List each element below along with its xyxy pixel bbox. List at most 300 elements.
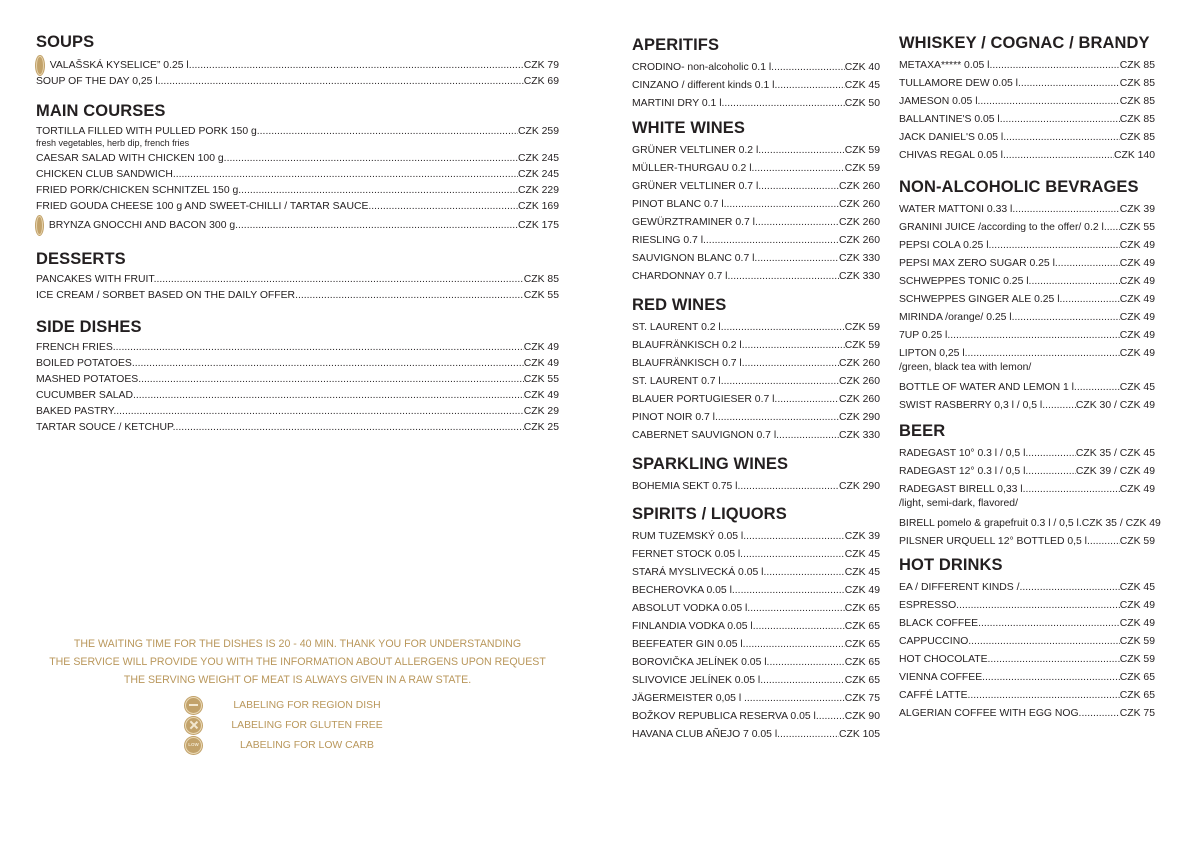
section-title: HOT DRINKS [899,556,1003,574]
menu-item [632,388,880,406]
item-price: CZK 50 [844,98,880,109]
item-name: 7UP 0.25 l. [899,330,951,341]
item-price: CZK 175 [517,220,559,231]
menu-item [899,376,1155,394]
dot-leader [227,152,518,165]
legend-label: LABELING FOR REGION DISH [233,699,381,711]
menu-item [899,252,1155,270]
item-name: BEEFEATER GIN 0.05 l. [632,639,746,650]
item-price: CZK 49 [1119,348,1155,359]
item-price: CZK 260 [838,358,880,369]
item-price: CZK 49 [523,342,559,353]
dot-leader [740,480,839,493]
section-title: WHITE WINES [632,119,745,137]
item-name: BALLANTINE'S 0.05 l. [899,114,1003,125]
item-name: HOT CHOCOLATE. [899,654,991,665]
menu-item [36,270,559,286]
menu-item [632,543,880,561]
dot-leader [757,252,839,265]
item-price: CZK 59 [1119,536,1155,547]
menu-item [36,286,559,302]
item-price: CZK 69 [523,76,559,87]
item-name: BRYNZA GNOCCHI AND BACON 300 g. [48,220,239,231]
item-price: CZK 85 [1119,96,1155,107]
item-name: BECHEROVKA 0.05 l. [632,585,735,596]
menu-item [632,705,880,723]
dot-leader [777,79,844,92]
menu-item [632,265,880,283]
dot-leader [192,59,524,72]
item-name: BAKED PASTRY. [36,406,117,417]
item-name: ICE CREAM / SORBET BASED ON THE DAILY OFFER [36,290,296,301]
item-price: CZK 35 / CZK 49 [1081,518,1161,529]
menu-item [899,306,1155,324]
item-name: CAPPUCCINO. [899,636,972,647]
menu-item [899,198,1155,216]
item-name: BOILED POTATOES. [36,358,135,369]
item-name: CABERNET SAUVIGNON 0.7 l. [632,430,780,441]
footer-note: THE SERVING WEIGHT OF MEAT IS ALWAYS GIVEN IN A RAW STATE. [123,674,472,686]
dot-leader [135,357,524,370]
menu-item [632,175,880,193]
item-price: CZK 65 [844,621,880,632]
dot-leader [991,239,1119,252]
menu-item [632,92,880,110]
item-price: CZK 49 [1119,294,1155,305]
dot-leader [1062,293,1119,306]
dot-leader [176,421,524,434]
dot-leader [1015,203,1120,216]
menu-item [632,475,880,493]
menu-item [632,247,880,265]
legend [184,695,444,755]
item-name: FRENCH FRIES. [36,342,116,353]
menu-item [899,288,1155,306]
menu-item [899,324,1155,342]
item-price: CZK 65 [844,657,880,668]
dot-leader [735,584,845,597]
menu-item [899,90,1155,108]
item-name: CAFFÉ LATTE. [899,690,971,701]
section-whiskey-cognac-brandy [899,32,1155,162]
region-dish-icon [36,216,43,235]
item-price: CZK 55 [523,374,559,385]
item-name: PILSNER URQUELL 12° BOTTLED 0,5 l. [899,536,1090,547]
item-name: SAUVIGNON BLANC 0.7 l. [632,253,758,264]
dot-leader [136,389,524,402]
section-title: MAIN COURSES [36,102,166,120]
dot-leader [724,97,844,110]
item-name: ST. LAURENT 0.7 l. [632,376,724,387]
item-price: CZK 90 [844,711,880,722]
item-name: JÄGERMEISTER 0,05 l . [632,693,747,704]
dot-leader [1025,483,1119,496]
menu-item [36,53,559,72]
item-note: /green, black tea with lemon/ [899,362,1032,373]
dot-leader [774,61,845,74]
item-name: ABSOLUT VODKA 0.05 l. [632,603,751,614]
item-price: CZK 49 [1119,258,1155,269]
dot-leader [971,635,1120,648]
item-name: VALAŠSKÁ KYSELICE” 0.25 l. [49,60,192,71]
item-name: WATER MATTONI 0.33 l. [899,204,1016,215]
item-name: BLACK COFFEE. [899,618,981,629]
item-price: CZK 40 [844,62,880,73]
item-name: FRIED GOUDA CHEESE 100 g AND SWEET-CHILLI / TARTAR SAUCE. [36,201,372,212]
item-price: CZK 330 [838,271,880,282]
section-title: DESSERTS [36,250,126,268]
item-price: CZK 245 [517,153,559,164]
dot-leader [777,393,839,406]
item-price: CZK 59 [1119,636,1155,647]
item-price: CZK 49 [1119,312,1155,323]
item-name: ESPRESSO. [899,600,960,611]
item-price: CZK 49 [844,585,880,596]
menu-item [632,597,880,615]
menu-item [899,54,1155,72]
item-name: GRANINI JUICE /according to the offer/ 0.2 l. [899,222,1107,233]
item-price: CZK 330 [838,253,880,264]
item-price: CZK 85 [1119,78,1155,89]
menu-item [632,139,880,157]
menu-item [899,126,1155,144]
dot-leader [1077,381,1120,394]
item-price: CZK 75 [844,693,880,704]
legend-item [184,735,444,755]
menu-item [632,424,880,442]
menu-item [632,74,880,92]
item-price: CZK 79 [523,60,559,71]
item-name: FINLANDIA VODKA 0.05 l. [632,621,756,632]
item-price: CZK 25 [523,422,559,433]
item-name: STARÁ MYSLIVECKÁ 0.05 l. [632,567,767,578]
dot-leader [754,162,844,175]
gluten-free-icon [185,717,202,734]
dot-leader [1028,447,1076,460]
menu-item [632,525,880,543]
item-price: CZK 85 [523,274,559,285]
item-name: PEPSI COLA 0.25 l. [899,240,992,251]
section-title: APERITIFS [632,36,720,54]
legend-item [184,715,444,735]
item-name: EA / DIFFERENT KINDS /. [899,582,1023,593]
section-red-wines [632,294,880,442]
item-name: MASHED POTATOES. [36,374,142,385]
menu-item [36,149,559,165]
item-name: JACK DANIEL'S 0.05 l. [899,132,1007,143]
item-name: GRÜNER VELTLINER 0.2 l. [632,145,762,156]
item-name: MARTINI DRY 0.1 l. [632,98,725,109]
item-name: CHICKEN CLUB SANDWICH. [36,169,176,180]
dot-leader [959,599,1120,612]
item-price: CZK 55 [1119,222,1155,233]
menu-item [632,56,880,74]
menu-item [36,181,559,197]
item-name: BOŽKOV REPUBLICA RESERVA 0.05 l. [632,711,819,722]
dot-leader [156,273,523,286]
menu-item [899,442,1155,460]
item-price: CZK 260 [838,217,880,228]
menu-item [899,270,1155,288]
menu-item [632,633,880,651]
menu-item [632,687,880,705]
menu-item [632,561,880,579]
menu-item [899,216,1155,234]
menu-item [632,211,880,229]
menu-item [36,197,559,213]
menu-item [899,144,1155,162]
item-price: CZK 59 [844,163,880,174]
menu-item [632,229,880,247]
item-name: CHARDONNAY 0.7 l. [632,271,731,282]
dot-leader [176,168,518,181]
menu-item [36,418,559,434]
item-price: CZK 75 [1119,708,1155,719]
item-price: CZK 45 [1119,582,1155,593]
item-price: CZK 260 [838,235,880,246]
section-title: RED WINES [632,296,727,314]
item-price: CZK 330 [838,430,880,441]
menu-item [899,478,1155,512]
footer-note: THE WAITING TIME FOR THE DISHES IS 20 - 40 MIN. THANK YOU FOR UNDERSTANDING [73,638,522,650]
menu-item [36,402,559,418]
item-price: CZK 59 [844,340,880,351]
item-name: GRÜNER VELTLINER 0.7 l. [632,181,762,192]
item-price: CZK 29 [523,406,559,417]
item-name: RUM TUZEMSKÝ 0.05 l. [632,531,747,542]
item-price: CZK 85 [1119,132,1155,143]
dot-leader [161,75,524,88]
item-price: CZK 49 [1119,600,1155,611]
item-name: RIESLING 0.7 l. [632,235,706,246]
item-price: CZK 49 [1119,276,1155,287]
dot-leader [724,375,839,388]
section-soups [36,31,559,88]
dot-leader [968,347,1120,360]
item-name: TULLAMORE DEW 0.05 l. [899,78,1021,89]
item-name: BLAUFRÄNKISCH 0.7 l. [632,358,745,369]
menu-item [632,352,880,370]
menu-item [632,157,880,175]
item-name: PINOT NOIR 0.7 l. [632,412,718,423]
item-price: CZK 59 [844,322,880,333]
item-price: CZK 49 [1119,618,1155,629]
item-name: BOHEMIA SEKT 0.75 l. [632,481,741,492]
menu-item [632,316,880,334]
dot-leader [1107,221,1120,234]
dot-leader [950,329,1120,342]
menu-item [899,576,1155,594]
item-price: CZK 55 [523,290,559,301]
item-price: CZK 35 / CZK 45 [1075,448,1155,459]
item-name: GEWÜRZTRAMINER 0.7 l. [632,217,758,228]
section-title: WHISKEY / COGNAC / BRANDY [899,34,1150,52]
item-name: BLAUFRÄNKISCH 0.2 l. [632,340,745,351]
item-price: CZK 45 [844,80,880,91]
item-name: ALGERIAN COFFEE WITH EGG NOG. [899,708,1082,719]
menu-item [899,460,1155,478]
dot-leader [769,656,844,669]
item-name: BLAUER PORTUGIESER 0.7 l. [632,394,778,405]
item-name: HAVANA CLUB AÑEJO 7 0.05 l. [632,729,781,740]
section-non-alcoholic [899,176,1155,412]
item-name: SLIVOVICE JELÍNEK 0.05 l. [632,675,764,686]
item-price: CZK 290 [838,412,880,423]
dot-leader [746,530,845,543]
item-price: CZK 169 [517,201,559,212]
menu-item [36,370,559,386]
menu-item [899,512,1161,530]
item-note: /light, semi-dark, flavored/ [899,498,1018,509]
legend-label: LABELING FOR GLUTEN FREE [231,719,383,731]
item-name: TORTILLA FILLED WITH PULLED PORK 150 g. [36,126,260,137]
dot-leader [756,620,845,633]
section-title: NON-ALCOHOLIC BEVRAGES [899,178,1139,196]
menu-item [36,72,559,88]
dot-leader [743,548,845,561]
dot-leader [992,59,1119,72]
item-name: BOROVIČKA JELÍNEK 0.05 l. [632,657,770,668]
dot-leader [779,429,839,442]
item-name: SOUP OF THE DAY 0,25 l. [36,76,161,87]
dot-leader [763,674,845,687]
menu-item [899,630,1155,648]
item-price: CZK 65 [1119,690,1155,701]
section-white-wines [632,117,880,283]
item-price: CZK 45 [1119,382,1155,393]
item-price: CZK 65 [844,639,880,650]
region-icon [185,697,202,714]
menu-item [632,406,880,424]
item-price: CZK 229 [517,185,559,196]
section-title: SPIRITS / LIQUORS [632,505,787,523]
dot-leader [761,180,839,193]
item-name: CHIVAS REGAL 0.05 l. [899,150,1006,161]
dot-leader [718,411,839,424]
dot-leader [746,638,845,651]
menu-item [632,669,880,687]
dot-leader [1058,257,1120,270]
dot-leader [1045,399,1076,412]
item-price: CZK 59 [844,145,880,156]
dot-leader [1021,77,1120,90]
dot-leader [260,125,518,138]
dot-leader [371,200,518,213]
item-price: CZK 49 [523,390,559,401]
item-price: CZK 259 [517,126,559,137]
item-name: PANCAKES WITH FRUIT. [36,274,157,285]
dot-leader [730,270,839,283]
item-name: PEPSI MAX ZERO SUGAR 0.25 l. [899,258,1058,269]
dot-leader [780,728,839,741]
dot-leader [1015,311,1120,324]
item-name: MIRINDA /orange/ 0.25 l. [899,312,1015,323]
menu-item [899,684,1155,702]
item-price: CZK 260 [838,199,880,210]
dot-leader [758,216,839,229]
dot-leader [747,692,845,705]
dot-leader [980,95,1119,108]
dot-leader [706,234,839,247]
item-name: RADEGAST 10° 0.3 l / 0,5 l. [899,448,1029,459]
item-price: CZK 245 [517,169,559,180]
section-sparkling-wines [632,453,880,493]
section-side-dishes [36,316,559,434]
item-price: CZK 49 [523,358,559,369]
section-aperitifs [632,34,880,110]
menu-item [36,354,559,370]
dot-leader [750,602,845,615]
item-name: JAMESON 0.05 l. [899,96,981,107]
item-price: CZK 85 [1119,114,1155,125]
menu-item [36,122,559,149]
legend-item [184,695,444,715]
dot-leader [1003,113,1120,126]
section-title: SIDE DISHES [36,318,142,336]
dot-leader [724,321,845,334]
item-name: SCHWEPPES TONIC 0.25 l. [899,276,1032,287]
menu-item [632,334,880,352]
item-price: CZK 45 [844,549,880,560]
item-price: CZK 260 [838,376,880,387]
item-name: CUCUMBER SALAD. [36,390,136,401]
item-name: CAESAR SALAD WITH CHICKEN 100 g. [36,153,227,164]
item-price: CZK 39 [1119,204,1155,215]
item-name: ST. LAURENT 0.2 l. [632,322,724,333]
dot-leader [990,653,1119,666]
item-price: CZK 39 / CZK 49 [1075,466,1155,477]
dot-leader [981,617,1120,630]
dot-leader [761,144,845,157]
item-price: CZK 49 [1119,330,1155,341]
menu-item [632,723,880,741]
dot-leader [985,671,1120,684]
item-price: CZK 49 [1119,240,1155,251]
dot-leader [238,219,518,232]
menu-item [899,394,1155,412]
item-price: CZK 45 [844,567,880,578]
item-price: CZK 65 [1119,672,1155,683]
item-name: FERNET STOCK 0.05 l. [632,549,744,560]
section-title: BEER [899,422,946,440]
item-price: CZK 105 [838,729,880,740]
dot-leader [1022,581,1119,594]
dot-leader [241,184,518,197]
menu-item [36,165,559,181]
item-name: VIENNA COFFEE. [899,672,986,683]
menu-item [899,648,1155,666]
item-name: RADEGAST 12° 0.3 l / 0,5 l. [899,466,1029,477]
item-price: CZK 30 / CZK 49 [1075,400,1155,411]
footer-note: THE SERVICE WILL PROVIDE YOU WITH THE INFORMATION ABOUT ALLERGENS UPON REQUEST [49,656,546,668]
item-price: CZK 260 [838,394,880,405]
menu-item [632,651,880,669]
dot-leader [116,341,524,354]
section-hot-drinks [899,554,1155,720]
dot-leader [727,198,839,211]
dot-leader [766,566,844,579]
dot-leader [1028,465,1076,478]
item-name: TARTAR SOUCE / KETCHUP. [36,422,176,433]
dot-leader [745,357,839,370]
menu-item [899,72,1155,90]
dot-leader [1090,535,1120,548]
menu-item [632,615,880,633]
item-name: SCHWEPPES GINGER ALE 0.25 l. [899,294,1063,305]
menu-item [899,108,1155,126]
item-name: BOTTLE OF WATER AND LEMON 1 l. [899,382,1077,393]
item-name: RADEGAST BIRELL 0,33 l. [899,484,1026,495]
